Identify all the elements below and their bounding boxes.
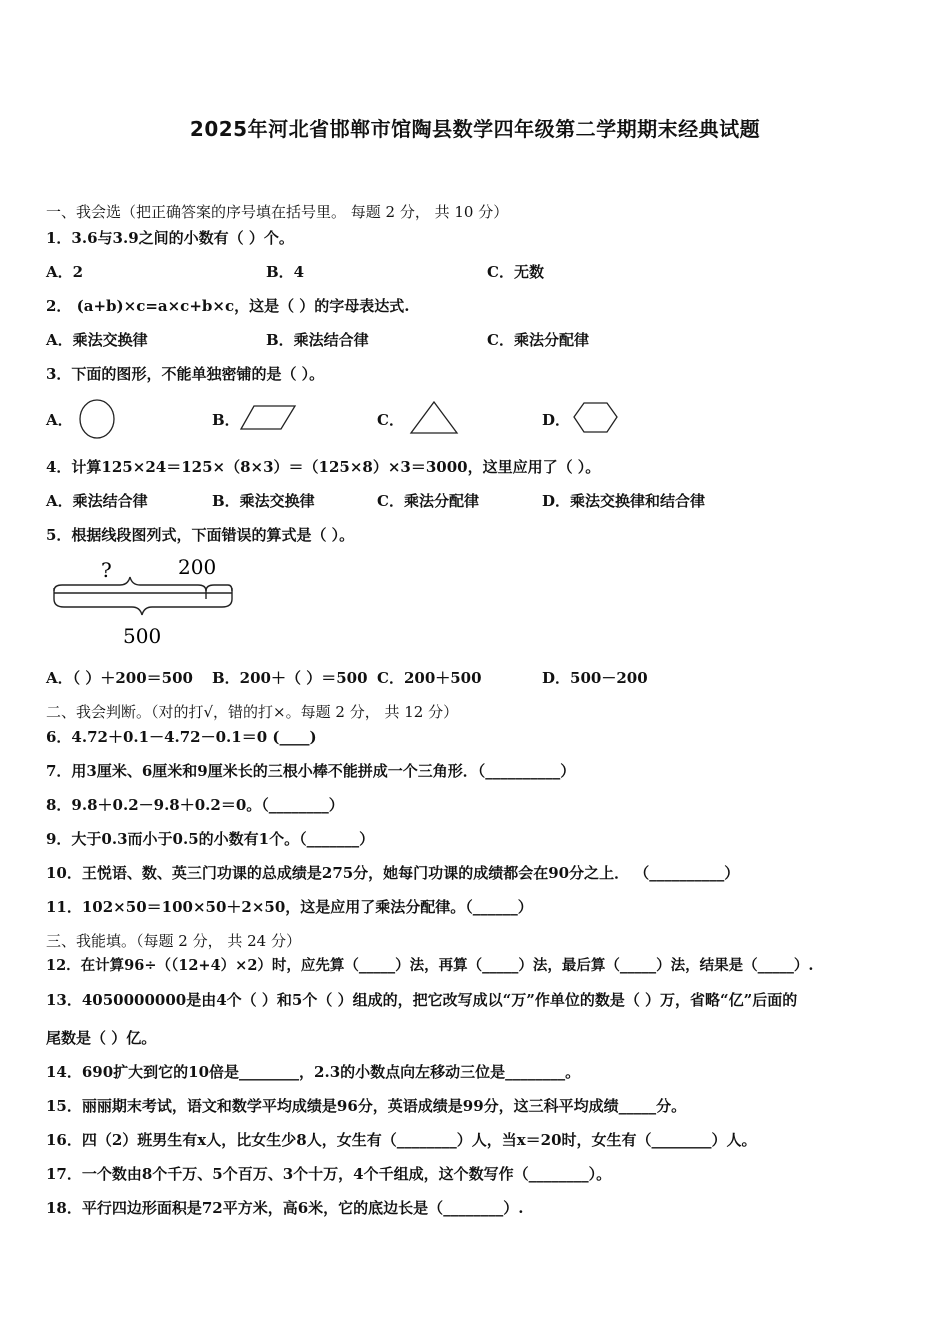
q3-option-a: A． xyxy=(46,411,73,429)
question-3: 3．下面的图形，不能单独密铺的是（ ）。 xyxy=(46,365,325,383)
hexagon-shape-icon xyxy=(573,402,619,434)
question-7: 7．用3厘米、6厘米和9厘米长的三根小棒不能拼成一个三角形．（__________） xyxy=(46,762,576,780)
q5-option-b: B．200＋（ ）＝500 xyxy=(212,669,368,687)
q1-option-a: A．2 xyxy=(46,263,84,281)
brace-part xyxy=(206,585,232,591)
question-12: 12．在计算96÷（（12+4）×2）时，应先算（_____）法，再算（_____）法，最后算（_____）法，结果是（_____）. xyxy=(46,957,814,974)
q3-option-c: C． xyxy=(377,411,404,429)
brace-unknown xyxy=(54,577,206,591)
q4-option-d: D．乘法交换律和结合律 xyxy=(542,492,706,510)
question-11: 11．102×50＝100×50＋2×50，这是应用了乘法分配律。（______） xyxy=(46,898,533,916)
q5-option-a: A．（ ）＋200＝500 xyxy=(46,669,193,687)
question-14: 14．690扩大到它的10倍是________，2.3的小数点向左移动三位是________。 xyxy=(46,1063,581,1081)
question-16: 16．四（2）班男生有x人，比女生少8人，女生有（________）人，当x＝20时，女生有（________）人。 xyxy=(46,1131,757,1149)
question-13: 13．4050000000是由4个（ ）和5个（ ）组成的，把它改写成以“万”作单位的数是（ ）万，省略“亿”后面的 xyxy=(46,991,798,1009)
line-segment-diagram xyxy=(50,555,235,650)
label-part: 200 xyxy=(178,555,217,579)
question-4: 4．计算125×24＝125×（8×3）＝（125×8）×3＝3000，这里应用了（ ）。 xyxy=(46,458,601,476)
circle-shape-icon xyxy=(78,400,118,440)
section-1-heading: 一、我会选（把正确答案的序号填在括号里。 每题 2 分， 共 10 分） xyxy=(46,203,509,221)
label-total: 500 xyxy=(123,624,162,648)
q4-option-c: C．乘法分配律 xyxy=(377,492,479,510)
q2-option-b: B．乘法结合律 xyxy=(266,331,369,349)
q5-option-d: D．500－200 xyxy=(542,669,648,687)
q2-option-a: A．乘法交换律 xyxy=(46,331,148,349)
q3-option-d: D． xyxy=(542,411,571,429)
q1-option-c: C．无数 xyxy=(487,263,544,281)
question-1: 1．3.6与3.9之间的小数有（ ）个。 xyxy=(46,229,294,247)
section-3-heading: 三、我能填。（每题 2 分， 共 24 分） xyxy=(46,932,301,950)
question-6: 6．4.72＋0.1－4.72－0.1＝0 (____) xyxy=(46,728,317,746)
question-8: 8．9.8＋0.2－9.8＋0.2＝0。（________） xyxy=(46,796,344,814)
parallelogram-shape-icon xyxy=(240,405,296,431)
question-17: 17．一个数由8个千万、5个百万、3个十万，4个千组成，这个数写作（________）。 xyxy=(46,1165,612,1183)
question-15: 15．丽丽期末考试，语文和数学平均成绩是96分，英语成绩是99分，这三科平均成绩_____分。 xyxy=(46,1097,687,1115)
q4-option-b: B．乘法交换律 xyxy=(212,492,315,510)
triangle-shape-icon xyxy=(410,400,460,436)
section-2-heading: 二、我会判断。（对的打√，错的打×。每题 2 分， 共 12 分） xyxy=(46,703,459,721)
q3-option-b: B． xyxy=(212,411,240,429)
q4-option-a: A．乘法结合律 xyxy=(46,492,148,510)
question-10: 10．王悦语、数、英三门功课的总成绩是275分，她每门功课的成绩都会在90分之上． （__________） xyxy=(46,864,740,882)
question-9: 9．大于0.3而小于0.5的小数有1个。（_______） xyxy=(46,830,375,848)
q5-option-c: C．200＋500 xyxy=(377,669,482,687)
q2-option-c: C．乘法分配律 xyxy=(487,331,589,349)
q1-option-b: B．4 xyxy=(266,263,305,281)
brace-total xyxy=(54,599,232,615)
question-5: 5．根据线段图列式，下面错误的算式是（ ）。 xyxy=(46,526,355,544)
question-13-continued: 尾数是（ ）亿。 xyxy=(46,1029,157,1047)
question-2: 2． (a+b)×c=a×c+b×c，这是（ ）的字母表达式. xyxy=(46,297,410,315)
question-18: 18．平行四边形面积是72平方米，高6米，它的底边长是（________）. xyxy=(46,1199,524,1217)
label-unknown: ? xyxy=(101,558,112,582)
page-title: 2025年河北省邯郸市馆陶县数学四年级第二学期期末经典试题 xyxy=(189,117,761,141)
